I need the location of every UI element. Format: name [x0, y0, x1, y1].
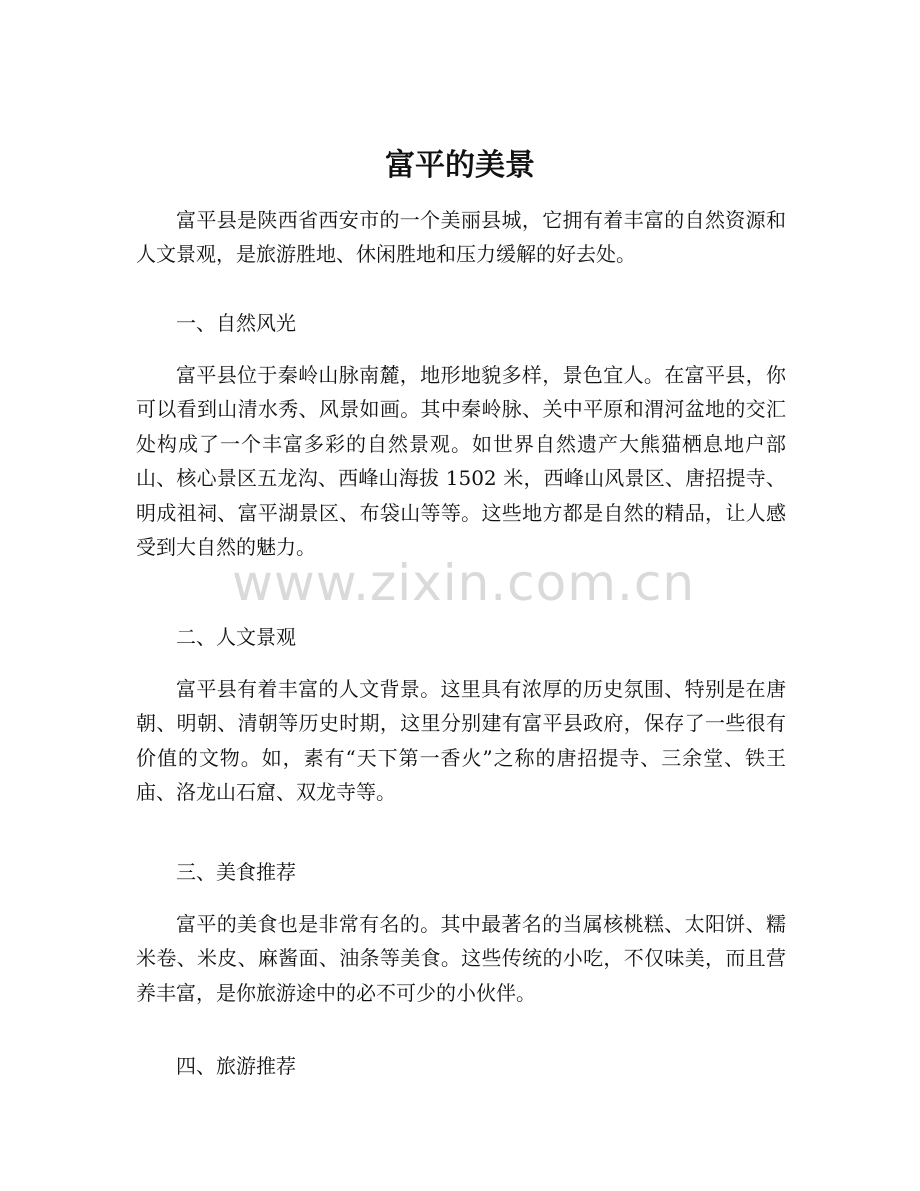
section-heading-food: 三、美食推荐	[176, 860, 296, 884]
section-heading-nature: 一、自然风光	[176, 311, 296, 335]
section-body-culture: 富平县有着丰富的人文背景。这里具有浓厚的历史氛围、特别是在唐朝、明朝、清朝等历史时期，这里分别建有富平县政府，保存了一些很有价值的文物。如，素有“天下第一香火”之称的唐招提寺、三余堂、铁王庙、洛龙山石窟、双龙寺等。	[136, 677, 786, 805]
intro-paragraph: 富平县是陕西省西安市的一个美丽县城，它拥有着丰富的自然资源和人文景观，是旅游胜地、休闲胜地和压力缓解的好去处。	[136, 208, 786, 267]
watermark: www.zixin.com.cn	[232, 554, 696, 612]
section-heading-culture: 二、人文景观	[176, 625, 296, 649]
section-heading-travel: 四、旅游推荐	[176, 1054, 296, 1078]
section-body-food: 富平的美食也是非常有名的。其中最著名的当属核桃糕、太阳饼、糯米卷、米皮、麻酱面、油条等美食。这些传统的小吃，不仅味美，而且营养丰富，是你旅游途中的必不可少的小伙伴。	[136, 912, 786, 1005]
section-body-nature: 富平县位于秦岭山脉南麓，地形地貌多样，景色宜人。在富平县，你可以看到山清水秀、风景如画。其中秦岭脉、关中平原和渭河盆地的交汇处构成了一个丰富多彩的自然景观。如世界自然遗产大熊猫栖息地户部山、核心景区五龙沟、西峰山海拔 1502 米，西峰山风景区、唐招提寺、明成祖祠、富平湖景区、布袋山等等。这些地方都是自然的精品，让人感受到大自然的魅力。	[136, 363, 786, 560]
page-title: 富平的美景	[385, 148, 535, 183]
